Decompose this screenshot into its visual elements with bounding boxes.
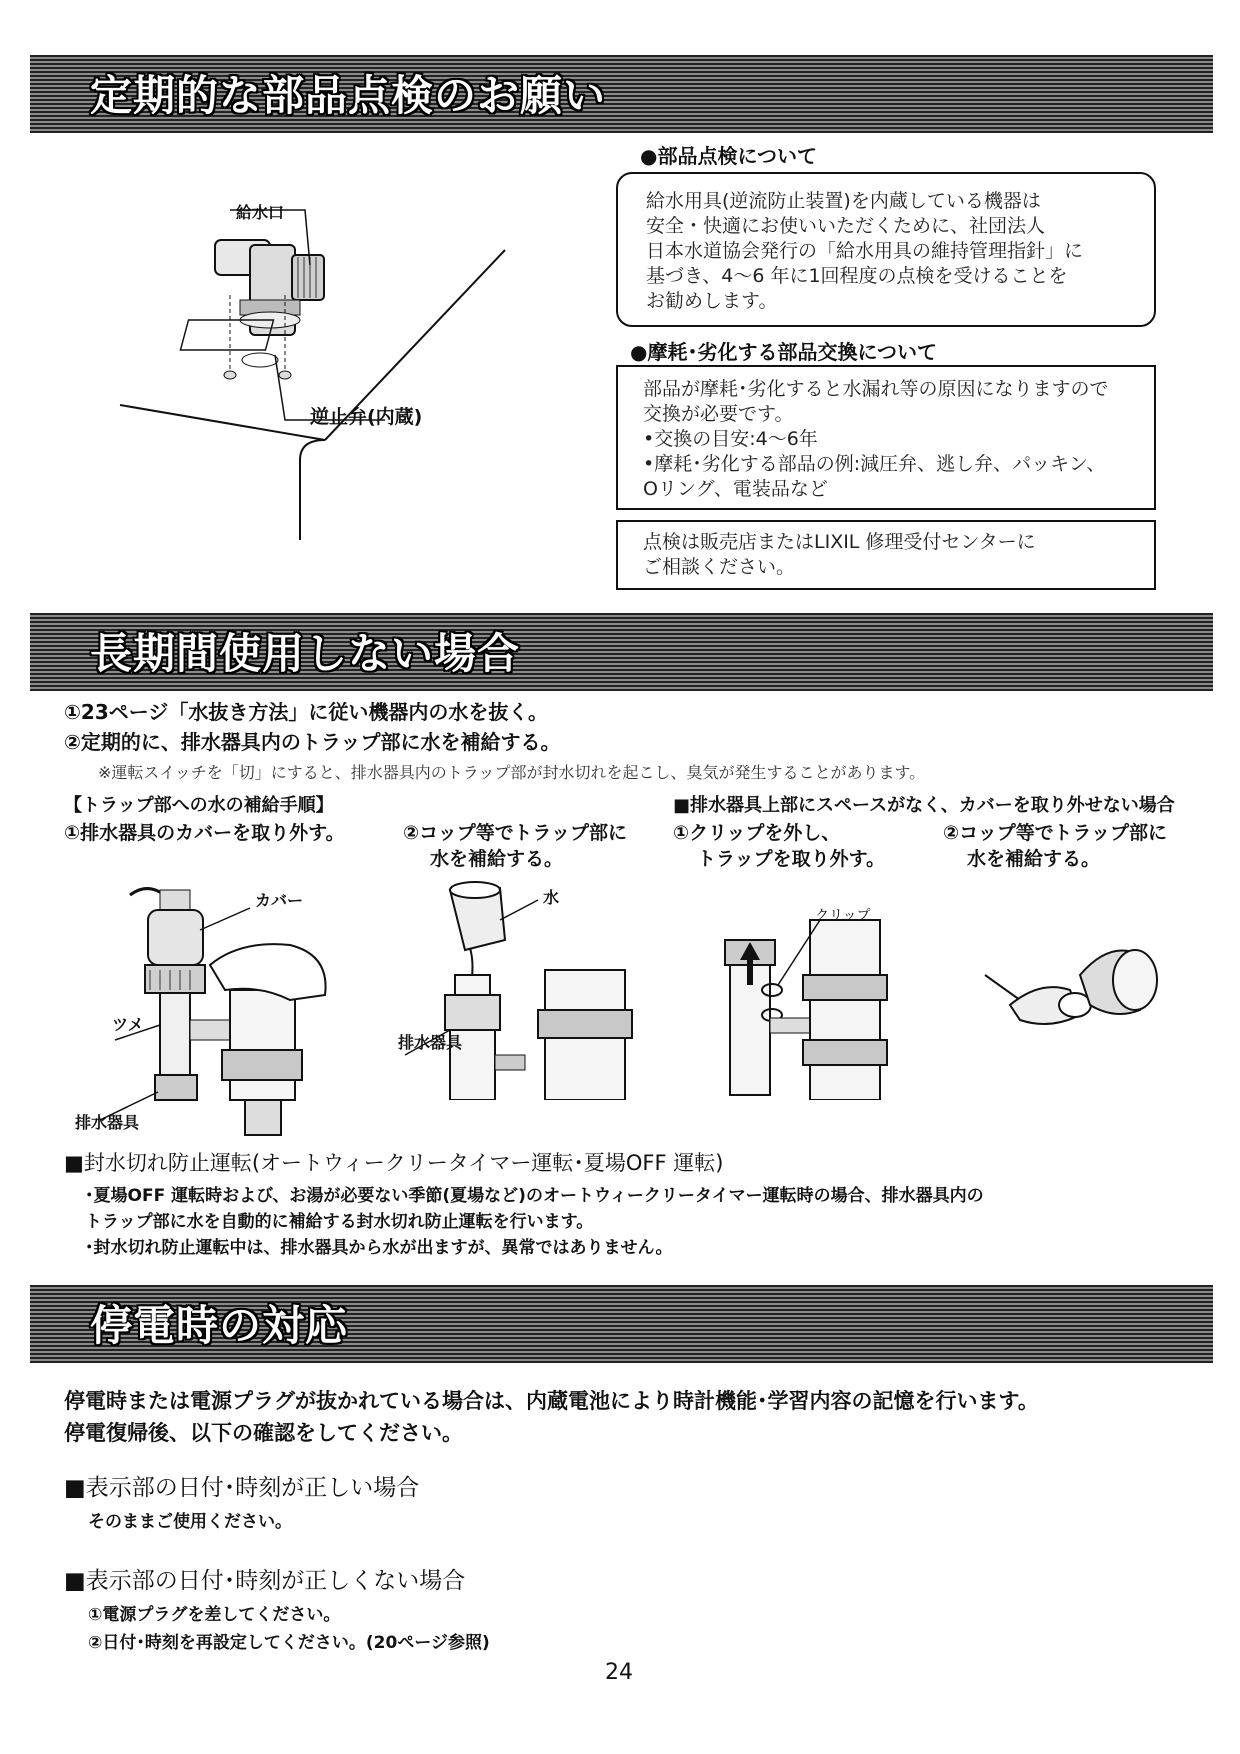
incorrect-step-1: ①電源プラグを差してください。	[88, 1605, 341, 1625]
inspection-line: お勧めします。	[646, 290, 778, 312]
replacement-box	[616, 365, 1156, 510]
long-term-step-2: ②定期的に、排水器具内のトラップ部に水を補給する。	[64, 730, 561, 754]
incorrect-heading: ■表示部の日付･時刻が正しくない場合	[64, 1568, 466, 1594]
seal-heading: ■封水切れ防止運転(オートウィークリータイマー運転･夏場OFF 運転)	[64, 1151, 724, 1175]
inspection-line: 安全・快適にお使いいただくために、社団法人	[646, 215, 1046, 237]
inspection-line: 日本水道協会発行の「給水用具の維持管理指針」に	[646, 240, 1084, 262]
section-banner-long-term	[30, 613, 1213, 691]
figure-remove-cover	[60, 870, 360, 1140]
procedure-heading: 【トラップ部への水の補給手順】	[64, 795, 334, 816]
label-clip: クリップ	[815, 908, 871, 924]
page-number: 24	[605, 1660, 633, 1685]
label-drain-device-2: 排水器具	[398, 1033, 463, 1052]
label-drain-device-1: 排水器具	[75, 1113, 140, 1132]
incorrect-step-2: ②日付･時刻を再設定してください。(20ページ参照)	[88, 1633, 490, 1653]
inspection-line: 基づき、4〜6 年に1回程度の点検を受けることを	[646, 265, 1068, 287]
outage-intro-line: 停電復帰後、以下の確認をしてください。	[64, 1421, 463, 1445]
section-banner-power-outage	[30, 1285, 1213, 1363]
replacement-line: 交換が必要です。	[643, 403, 794, 425]
seal-line: ･封水切れ防止運転中は、排水器具から水が出ますが、異常ではありません。	[85, 1238, 673, 1258]
label-check-valve: 逆止弁(内蔵)	[310, 406, 423, 428]
figure-refill-trap	[980, 920, 1180, 1070]
procedure-step-1: ①排水器具のカバーを取り外す。	[64, 822, 345, 844]
label-cover: カバー	[255, 891, 304, 910]
label-tab: ツメ	[112, 1015, 144, 1034]
figure-remove-clip	[700, 900, 900, 1100]
section-title: 停電時の対応	[90, 1301, 349, 1350]
section-title: 定期的な部品点検のお願い	[90, 71, 607, 120]
long-term-step-1: ①23ページ「水抜き方法」に従い機器内の水を抜く。	[64, 700, 548, 724]
replacement-line: •摩耗･劣化する部品の例:減圧弁、逃し弁、パッキン、	[643, 453, 1106, 475]
procedure-step-2-line2: 水を補給する。	[430, 848, 564, 870]
inspection-line: 給水用具(逆流防止装置)を内蔵している機器は	[646, 190, 1041, 212]
check-valve-illustration	[110, 195, 510, 545]
inspection-box	[616, 172, 1156, 327]
label-water-inlet: 給水口	[236, 203, 285, 222]
replacement-line: •交換の目安:4〜6年	[643, 428, 818, 450]
replacement-line: Oリング、電装品など	[643, 478, 828, 500]
contact-line: ご相談ください。	[643, 556, 796, 578]
alt-heading: ■排水器具上部にスペースがなく、カバーを取り外せない場合	[673, 795, 1175, 816]
contact-line: 点検は販売店またはLIXIL 修理受付センターに	[643, 531, 1036, 553]
section-title: 長期間使用しない場合	[90, 629, 521, 678]
replacement-line: 部品が摩耗･劣化すると水漏れ等の原因になりますので	[643, 378, 1109, 400]
seal-line: トラップ部に水を自動的に補給する封水切れ防止運転を行います。	[85, 1212, 594, 1232]
alt-step-2-line2: 水を補給する。	[967, 848, 1101, 870]
procedure-step-2-line1: ②コップ等でトラップ部に	[403, 822, 627, 844]
seal-line: ･夏場OFF 運転時および、お湯が必要ない季節(夏場など)のオートウィークリータイマー運転時の場合、排水器具内の	[85, 1186, 984, 1206]
figure-pour-water	[390, 880, 650, 1100]
correct-text: そのままご使用ください。	[88, 1512, 292, 1532]
contact-box	[616, 520, 1156, 590]
alt-step-2-line1: ②コップ等でトラップ部に	[943, 822, 1167, 844]
long-term-note: ※運転スイッチを「切」にすると、排水器具内のトラップ部が封水切れを起こし、臭気が発生することがあります。	[98, 763, 926, 782]
alt-step-1-line2: トラップを取り外す。	[697, 848, 886, 870]
outage-intro-line: 停電時または電源プラグが抜かれている場合は、内蔵電池により時計機能･学習内容の記憶を行います。	[64, 1389, 1039, 1413]
section-banner-inspection	[30, 55, 1213, 133]
alt-step-1-line1: ①クリップを外し、	[673, 822, 841, 844]
replacement-heading: ●摩耗･劣化する部品交換について	[630, 340, 938, 364]
correct-heading: ■表示部の日付･時刻が正しい場合	[64, 1475, 420, 1501]
inspection-heading: ●部品点検について	[640, 144, 818, 168]
label-water: 水	[543, 888, 560, 907]
